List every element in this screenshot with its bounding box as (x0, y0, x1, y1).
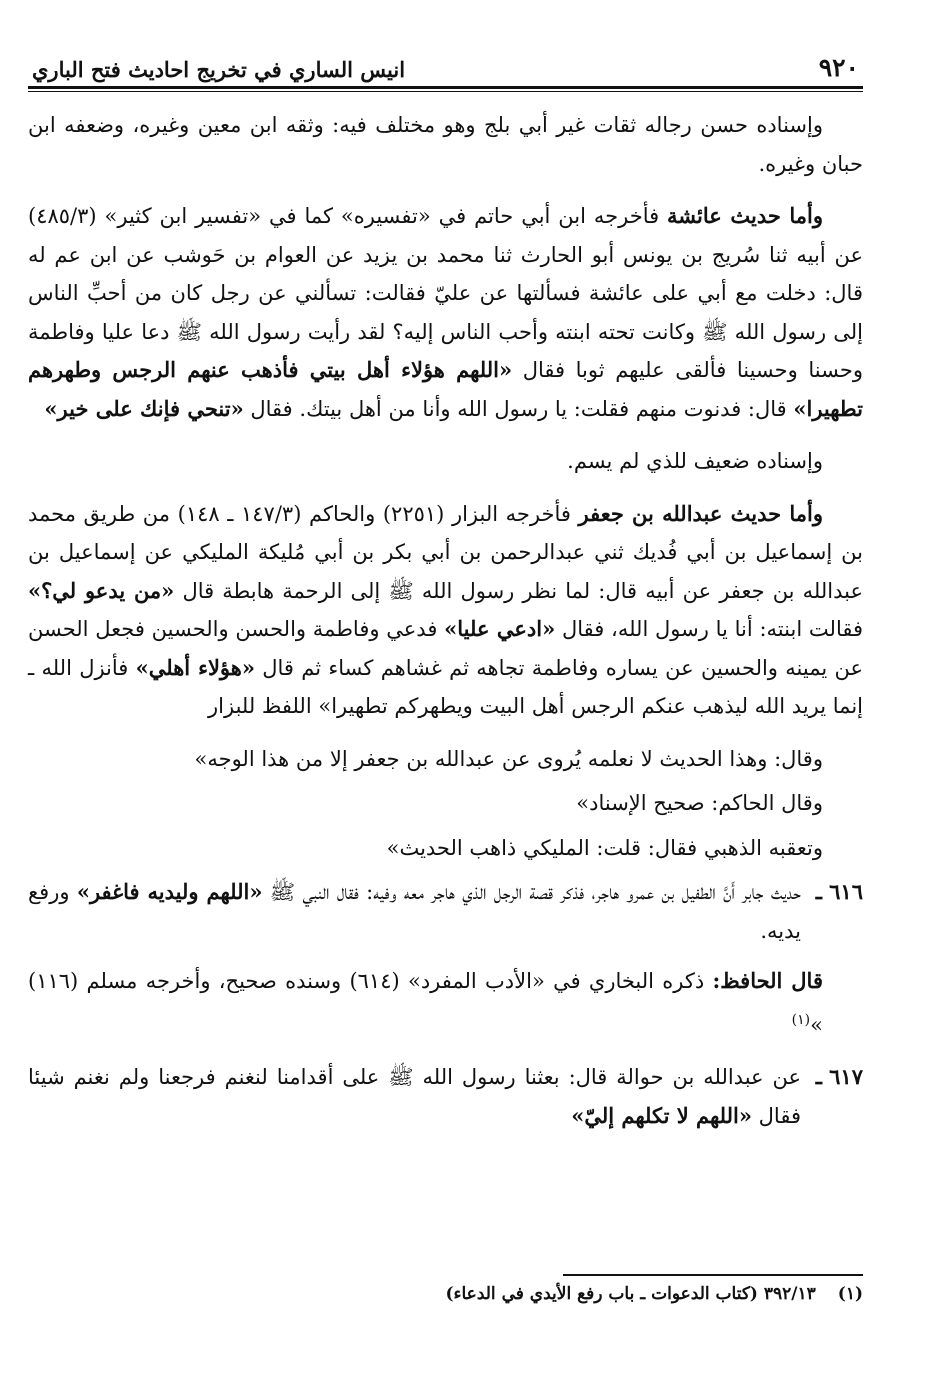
paragraph-isnad-2: وإسناده ضعيف للذي لم يسم. (567, 449, 823, 473)
hadith-quote: «تنحي فإنك على خير» (44, 395, 244, 421)
paragraph-text: عن عبدالله بن حوالة قال: بعثنا رسول الله ﷺ على أقدامنا لنغنم فرجعنا ولم نغنم شيئا فقال (28, 1065, 801, 1128)
paragraph-dhahabi-note: وتعقبه الذهبي فقال: قلت: المليكي ذاهب الحديث» (386, 835, 823, 860)
hadith-number: ٦١٧ ـ (815, 1064, 863, 1089)
main-text (28, 106, 863, 1135)
hadith-quote: «ادعي عليا» (444, 616, 556, 641)
footnote-rule (563, 1274, 863, 1276)
running-title: انيس الساري في تخريج احاديث فتح الباري (32, 57, 406, 82)
hadith-quote: «هؤلاء أهلي» (135, 654, 255, 680)
paragraph-aisha (28, 197, 863, 428)
paragraph-text: قال: فدنوت منهم فقلت: يا رسول الله وأنا من أهل بيتك. فقال (243, 396, 794, 421)
footnote (445, 1284, 863, 1304)
hadith-617 (28, 1058, 863, 1135)
lead-phrase: وأما حديث عائشة (667, 203, 824, 228)
header-rule (28, 86, 863, 89)
hadith-quote: «من يدعو لي؟» (28, 577, 175, 603)
paragraph-hafiz (28, 962, 863, 1044)
lead-phrase: وأما حديث عبدالله بن جعفر (578, 500, 823, 526)
lead-phrase: قال الحافظ: (712, 968, 823, 993)
paragraph-text: فأخرجه البزار (٢٢٥١) والحاكم (١٤٧/٣ ـ ١٤٨) من طريق محمد بن إسماعيل بن أبي فُديك ثني عبدالرحمن بن أبي بكر بن أبي مُليكة المليكي عن إسماعيل بن عبدالله بن جعفر عن أبيه قال: لما نظر رسول الله ﷺ إلى الرحمة هابطة قال (28, 501, 863, 603)
paragraph-text: فدعي وفاطمة والحسن والحسين فجعل الحسن عن يمينه والحسين عن يساره وفاطمة تجاهه ثم غشاهم كساء ثم قال (28, 617, 863, 680)
page (28, 48, 864, 1304)
page-header (28, 48, 863, 82)
hadith-616 (28, 873, 863, 950)
footnote-text: ٣٩٢/١٣ (كتاب الدعوات ـ باب رفع الأيدي في الدعاء) (445, 1284, 816, 1304)
page-number: ٩٢٠ (818, 53, 859, 82)
hadith-quote: «اللهم وليديه فاغفر» (76, 879, 263, 904)
hadith-number: ٦١٦ ـ (815, 879, 863, 904)
paragraph-hakim-note: وقال الحاكم: صحيح الإسناد» (576, 791, 823, 815)
paragraph-text: فأخرجه ابن أبي حاتم في «تفسيره» كما في «تفسير ابن كثير» (٤٨٥/٣) عن أبيه ثنا سُريج بن يونس أبو الحارث ثنا محمد بن يزيد عن العوام بن حَوشب عن ابن عم له قال: دخلت مع أبي على عائشة فسألتها عن عليّ فقالت: تسألني عن رجل كان من أحبِّ الناس إلى رسول الله ﷺ وكانت تحته ابنته وأحب الناس إليه؟ لقد رأيت رسول الله ﷺ دعا عليا وفاطمة وحسنا وحسينا فألقى عليهم ثوبا فقال (28, 204, 863, 382)
footnote-ref[interactable]: (١) (791, 1011, 811, 1028)
paragraph-abdullah (28, 495, 863, 726)
hadith-quote: «اللهم لا تكلهم إليّ» (571, 1102, 752, 1128)
paragraph-text: حديث جابر أَنَّ الطفيل بن عمرو هاجر، فذكر قصة الرجل الذي هاجر معه وفيه: فقال النبي ﷺ (262, 880, 801, 904)
header-rule-thin (28, 91, 863, 92)
paragraph-bazzar-note: وقال: وهذا الحديث لا نعلمه يُروى عن عبدالله بن جعفر إلا من هذا الوجه» (194, 746, 823, 771)
paragraph-text: فأنزل الله ـ إنما يريد الله ليذهب عنكم الرجس أهل البيت ويطهركم تطهيرا» اللفظ للبزار (28, 655, 863, 718)
paragraph-text: ذكره البخاري في «الأدب المفرد» (٦١٤) وسنده صحيح، وأخرجه مسلم (١١٦) » (28, 969, 823, 1037)
paragraph-text: فقالت ابنته: أنا يا رسول الله، فقال (555, 617, 864, 641)
paragraph-text: ورفع يديه. (28, 880, 801, 943)
footnote-number: (١) (837, 1284, 863, 1304)
paragraph-isnad-1: وإسناده حسن رجاله ثقات غير أبي بلج وهو مختلف فيه: وثقه ابن معين وغيره، وضعفه ابن حبان وغيره. (28, 113, 863, 176)
hadith-quote: «اللهم هؤلاء أهل بيتي فأذهب عنهم الرجس وطهرهم تطهيرا» (28, 357, 863, 421)
